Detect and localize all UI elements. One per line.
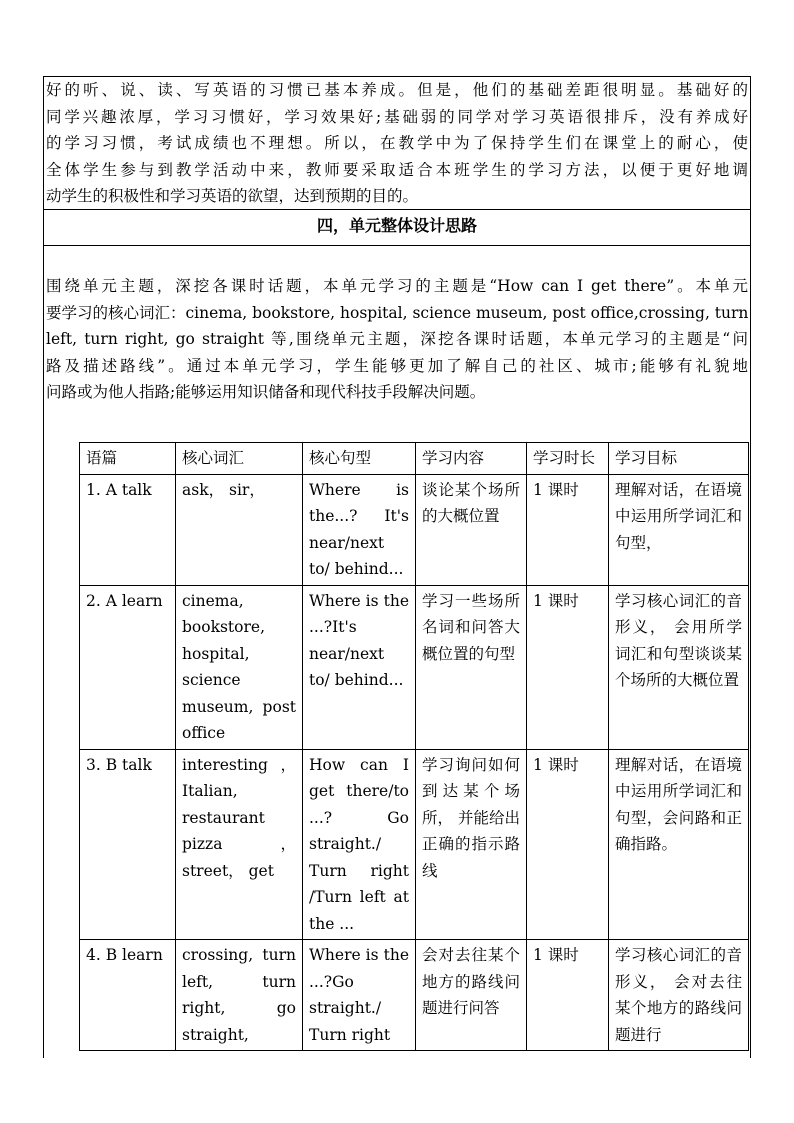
table-cell: 理解对话，在语境中运用所学词汇和句型，会问路和正确指路。 — [609, 749, 749, 940]
table-cell: ask， sir， — [176, 474, 303, 585]
paragraph-line: 全体学生参与到教学活动中来，教师要采取适合本班学生的学习方法，以便于更好地调 — [46, 160, 748, 179]
table-cell: Where is the ...?Go straight./ Turn right — [303, 940, 416, 1051]
table-cell: 学习核心词汇的音形义， 会对去往某个地方的路线问题进行 — [609, 940, 749, 1051]
paragraph-line: 问路或为他人指路;能够运用知识储备和现代科技手段解决问题。 — [46, 383, 486, 401]
design-idea-paragraph — [44, 273, 750, 406]
table-header-cell: 核心句型 — [303, 443, 416, 475]
paragraph-line: 好的听、说、读、写英语的习惯已基本养成。但是，他们的基础差距很明显。基础好的 — [46, 81, 748, 99]
table-header-cell: 语篇 — [80, 443, 176, 475]
table-header-row — [80, 443, 749, 475]
table-cell: 2. A learn — [80, 585, 176, 749]
table-cell: 1. A talk — [80, 474, 176, 585]
paragraph-line: 路及描述路线”。通过本单元学习，学生能够更加了解自己的社区、城市;能够有礼貌地 — [46, 356, 748, 375]
paragraph-line: 同学兴趣浓厚，学习习惯好，学习效果好;基础弱的同学对学习英语很排斥，没有养成好 — [46, 107, 748, 126]
paragraph-line: 要学习的核心词汇：cinema, bookstore, hospital, science museum, post office,crossing, turn — [46, 303, 749, 322]
table-cell: interesting ， Italian, restaurant pizza ， street， get — [176, 749, 303, 940]
table-row — [80, 940, 749, 1051]
paragraph-line: 围绕单元主题，深挖各课时话题，本单元学习的主题是“How can I get there”。本单元 — [46, 277, 748, 295]
table-cell: How can I get there/to ...? Go straight./ Turn right /Turn left at the ... — [303, 749, 416, 940]
table-cell: 学习询问如何到达某个场所， 并能给出正确的指示路线 — [416, 749, 527, 940]
section-divider — [44, 209, 750, 210]
paragraph-line: 的学习习惯，考试成绩也不理想。所以，在教学中为了保持学生们在课堂上的耐心，使 — [46, 134, 748, 152]
table-cell: 谈论某个场所的大概位置 — [416, 474, 527, 585]
table-cell: 学习核心词汇的音形义， 会用所学词汇和句型谈谈某个场所的大概位置 — [609, 585, 749, 749]
table-header-cell: 学习目标 — [609, 443, 749, 475]
table-cell: Where is the ...?It's near/next to/ behind... — [303, 585, 416, 749]
table-cell: 1 课时 — [527, 474, 609, 585]
table-cell: 学习一些场所名词和问答大概位置的句型 — [416, 585, 527, 749]
table-row — [80, 749, 749, 940]
table-header-cell: 学习内容 — [416, 443, 527, 475]
table-cell: 理解对话，在语境中运用所学词汇和句型， — [609, 474, 749, 585]
table-cell: 3. B talk — [80, 749, 176, 940]
paragraph-line: left, turn right, go straight 等,围绕单元主题，深挖各课时话题，本单元学习的主题是“问 — [46, 330, 748, 348]
table-header-cell: 核心词汇 — [176, 443, 303, 475]
table-cell: Where is the...? It's near/next to/ behind... — [303, 474, 416, 585]
table-header-cell: 学习时长 — [527, 443, 609, 475]
paragraph-line: 动学生的积极性和学习英语的欲望，达到预期的目的。 — [46, 187, 419, 205]
document-frame — [43, 76, 751, 1058]
table-cell: 1 课时 — [527, 585, 609, 749]
student-analysis-paragraph — [44, 77, 750, 210]
table-cell: 4. B learn — [80, 940, 176, 1051]
section-heading: 四，单元整体设计思路 — [316, 216, 477, 235]
section-divider — [44, 245, 750, 246]
table-cell: cinema, bookstore, hospital, science museum, post office — [176, 585, 303, 749]
table-cell: 1 课时 — [527, 940, 609, 1051]
unit-plan-table — [79, 442, 749, 1051]
table-cell: 会对去往某个地方的路线问题进行问答 — [416, 940, 527, 1051]
table-row — [80, 474, 749, 585]
table-row — [80, 585, 749, 749]
table-cell: 1 课时 — [527, 749, 609, 940]
table-cell: crossing, turn left, turn right, go straight, — [176, 940, 303, 1051]
